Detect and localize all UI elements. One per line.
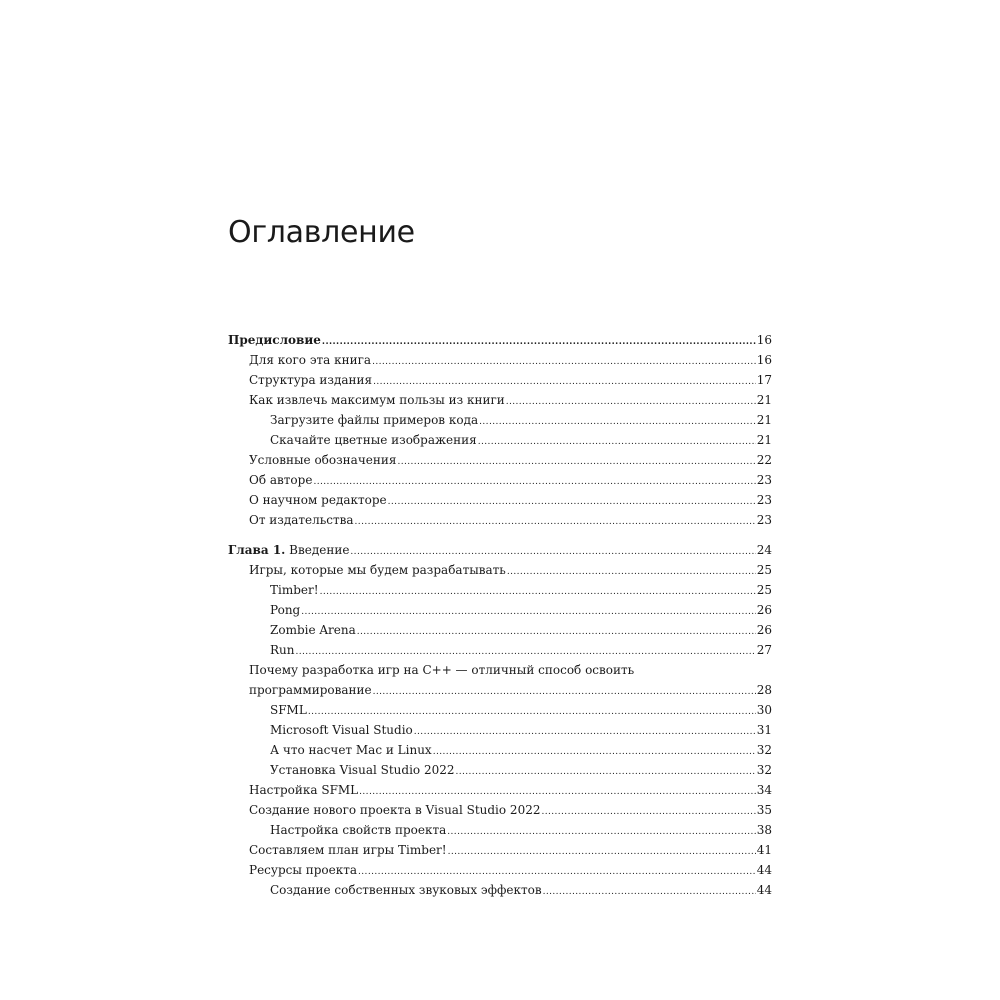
toc-page-number: 25 [756,583,772,597]
toc-entry[interactable] [228,490,772,510]
toc-entry-title-line: Почему разработка игр на C++ — отличный способ освоить [249,663,635,677]
toc-entry-title: А что насчет Mac и Linux [270,743,432,757]
toc-row [228,740,772,760]
toc-entry[interactable] [228,600,772,620]
toc-entry[interactable] [228,660,772,700]
toc-row [228,430,772,450]
dot-leader [543,882,756,900]
toc-row [228,680,772,700]
toc-entry[interactable] [228,860,772,880]
page-title: Оглавление [228,215,415,250]
toc-page-number: 28 [756,683,772,697]
toc-entry[interactable] [228,510,772,530]
toc-page-number: 22 [756,453,772,467]
dot-leader [322,332,756,350]
toc-row [228,560,772,580]
toc-page-number: 30 [756,703,772,717]
dot-leader [448,842,756,860]
toc-row [228,820,772,840]
toc-row [228,510,772,530]
toc-page-number: 31 [756,723,772,737]
toc-row [228,540,772,560]
toc-entry[interactable] [228,410,772,430]
toc-entry[interactable] [228,430,772,450]
toc-entry-title: SFML [270,703,307,717]
toc-page-number: 38 [756,823,772,837]
toc-page-number: 32 [756,763,772,777]
toc-page-number: 34 [756,783,772,797]
toc-entry-title: От издательства [249,513,354,527]
toc-page-number: 35 [756,803,772,817]
toc-page-number: 23 [756,473,772,487]
dot-leader [433,742,756,760]
dot-leader [506,392,756,410]
toc-page-number: 16 [756,333,772,347]
toc-entry-title: Run [270,643,295,657]
dot-leader [456,762,756,780]
toc-entry[interactable] [228,470,772,490]
toc-page-number: 17 [756,373,772,387]
toc-entry[interactable] [228,800,772,820]
toc-entry-title [228,540,349,560]
toc-entry-title: Timber! [270,583,319,597]
toc-row [228,860,772,880]
toc-row [228,880,772,900]
dot-leader [359,782,756,800]
toc-page-number: 41 [756,843,772,857]
toc-page-number: 26 [756,603,772,617]
dot-leader [350,542,755,560]
toc-entry-title: Как извлечь максимум пользы из книги [249,393,505,407]
toc-page-number: 44 [756,863,772,877]
dot-leader [357,622,756,640]
toc-entry[interactable] [228,330,772,350]
toc-entry-title: Microsoft Visual Studio [270,723,413,737]
toc-entry-title: Zombie Arena [270,623,356,637]
dot-leader [373,372,756,390]
toc-row [228,840,772,860]
dot-leader [373,682,756,700]
toc-entry[interactable] [228,700,772,720]
toc-page-number: 26 [756,623,772,637]
dot-leader [397,452,755,470]
chapter-label: Глава 1. [228,543,286,557]
toc-page-number: 25 [756,563,772,577]
toc-row [228,330,772,350]
toc-entry-title: Об авторе [249,473,313,487]
toc-entry[interactable] [228,760,772,780]
toc-entry[interactable] [228,370,772,390]
dot-leader [301,602,755,620]
toc-entry[interactable] [228,880,772,900]
toc-page-number: 23 [756,513,772,527]
chapter-title: Введение [285,543,350,557]
toc-page-number: 21 [756,393,772,407]
dot-leader [372,352,756,370]
toc-entry[interactable] [228,820,772,840]
toc-row [228,780,772,800]
toc-row [228,370,772,390]
section-title-bold: Предисловие [228,333,321,347]
toc-entry-title: Условные обозначения [249,453,397,467]
toc-entry[interactable] [228,780,772,800]
table-of-contents [228,330,772,900]
toc-page-number: 24 [756,543,772,557]
toc-entry[interactable] [228,580,772,600]
toc-entry-title: Игры, которые мы будем разрабатывать [249,563,506,577]
toc-row [228,700,772,720]
toc-row [228,390,772,410]
toc-page-number: 23 [756,493,772,507]
toc-entry[interactable] [228,840,772,860]
dot-leader [388,492,756,510]
toc-page-number: 21 [756,413,772,427]
toc-entry[interactable] [228,450,772,470]
toc-page-number: 32 [756,743,772,757]
toc-entry[interactable] [228,640,772,660]
dot-leader [308,702,756,720]
toc-row [228,620,772,640]
toc-entry[interactable] [228,540,772,560]
toc-page-number: 21 [756,433,772,447]
toc-entry-title: Загрузите файлы примеров кода [270,413,479,427]
toc-entry[interactable] [228,560,772,580]
dot-leader [507,562,756,580]
toc-row [228,350,772,370]
toc-entry[interactable] [228,720,772,740]
toc-entry-title: Настройка свойств проекта [270,823,447,837]
toc-entry-title: Скачайте цветные изображения [270,433,477,447]
dot-leader [479,412,756,430]
toc-row [228,580,772,600]
dot-leader [541,802,755,820]
toc-row [228,800,772,820]
dot-leader [355,512,756,530]
toc-row [228,600,772,620]
toc-row [228,450,772,470]
toc-entry-title: Ресурсы проекта [249,863,358,877]
toc-entry-title: Составляем план игры Timber! [249,843,447,857]
toc-page-number: 27 [756,643,772,657]
toc-entry-title: Создание собственных звуковых эффектов [270,883,542,897]
toc-entry-title: Создание нового проекта в Visual Studio 2022 [249,803,541,817]
toc-entry-title: О научном редакторе [249,493,387,507]
toc-page-number: 16 [756,353,772,367]
toc-entry-title: Установка Visual Studio 2022 [270,763,455,777]
toc-entry-title: Для кого эта книга [249,353,372,367]
toc-row [228,490,772,510]
dot-leader [320,582,756,600]
toc-row [228,720,772,740]
toc-entry[interactable] [228,350,772,370]
toc-row [228,760,772,780]
dot-leader [447,822,755,840]
dot-leader [358,862,756,880]
toc-row [228,470,772,490]
toc-entry[interactable] [228,740,772,760]
dot-leader [296,642,756,660]
dot-leader [478,432,756,450]
toc-page-number: 44 [756,883,772,897]
toc-row [228,410,772,430]
dot-leader [313,472,755,490]
toc-entry-title: Pong [270,603,301,617]
toc-entry[interactable] [228,620,772,640]
toc-entry-title [228,330,321,350]
toc-entry[interactable] [228,390,772,410]
toc-entry-title: программирование [249,683,372,697]
toc-entry-title: Настройка SFML [249,783,359,797]
toc-entry-title: Структура издания [249,373,373,387]
toc-row [228,640,772,660]
dot-leader [414,722,756,740]
